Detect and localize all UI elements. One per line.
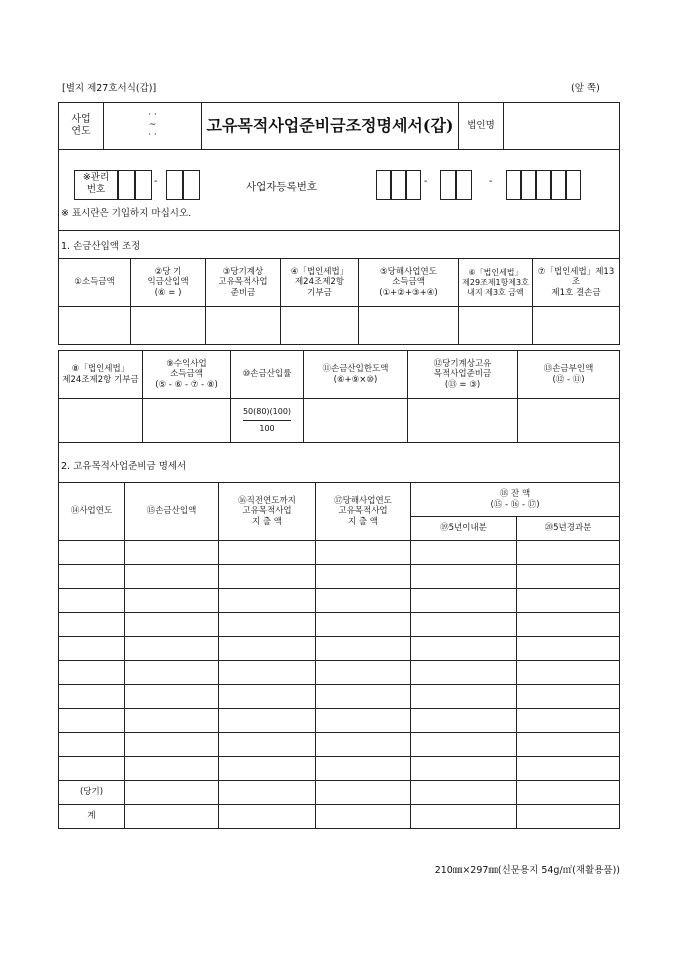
input-cell[interactable] bbox=[125, 733, 219, 757]
input-cell[interactable] bbox=[125, 781, 219, 805]
col-balance: ⑱ 잔 액 (⑮ - ⑯ - ⑰) bbox=[411, 483, 620, 517]
col-within-5years: ⑲5년이내분 bbox=[411, 517, 517, 541]
input-cell[interactable] bbox=[219, 781, 316, 805]
col-deduct-limit: ⑪손금산입한도액 (⑥+⑨×⑩) bbox=[304, 351, 408, 399]
input-cell[interactable] bbox=[517, 685, 620, 709]
input-cell[interactable] bbox=[517, 781, 620, 805]
col-income: ①소득금액 bbox=[59, 259, 131, 307]
input-cell[interactable] bbox=[517, 589, 620, 613]
table-row bbox=[59, 661, 620, 685]
col-current-reserve-b: ⑫당기계상고유 목적사업준비금 (⑬ = ③) bbox=[408, 351, 518, 399]
reg-number-box[interactable] bbox=[551, 170, 566, 200]
input-cell[interactable] bbox=[316, 565, 411, 589]
input-cell[interactable] bbox=[316, 685, 411, 709]
input-cell[interactable] bbox=[411, 589, 517, 613]
input-cell[interactable] bbox=[125, 541, 219, 565]
period-tilde: ~ bbox=[148, 120, 157, 131]
mgmt-number-box[interactable] bbox=[135, 170, 152, 200]
input-cell[interactable] bbox=[411, 565, 517, 589]
input-cell[interactable] bbox=[411, 733, 517, 757]
input-cell[interactable] bbox=[59, 757, 125, 781]
table-row bbox=[59, 757, 620, 781]
paper-spec: 210㎜×297㎜(신문용지 54g/㎡(재활용품)) bbox=[434, 865, 620, 876]
input-cell[interactable] bbox=[125, 709, 219, 733]
input-cell[interactable] bbox=[59, 399, 143, 443]
page-side: (앞 쪽) bbox=[571, 83, 600, 94]
col-current-income-add: ②당 기 익금산입액 (⑥ = ) bbox=[131, 259, 206, 307]
mgmt-number-box[interactable] bbox=[166, 170, 183, 200]
input-cell[interactable] bbox=[219, 589, 316, 613]
input-cell[interactable] bbox=[219, 733, 316, 757]
input-cell[interactable] bbox=[411, 709, 517, 733]
input-cell[interactable] bbox=[359, 307, 459, 345]
input-cell[interactable] bbox=[219, 565, 316, 589]
section1-heading: 1. 손금산입액 조정 bbox=[61, 241, 141, 252]
col-year-income: ⑤당해사업연도 소득금액 (①+②+③+④) bbox=[359, 259, 459, 307]
reg-number-box[interactable] bbox=[376, 170, 391, 200]
input-cell[interactable] bbox=[517, 565, 620, 589]
input-cell[interactable] bbox=[517, 661, 620, 685]
table-row bbox=[59, 565, 620, 589]
form-number: [별지 제27호서식(갑)] bbox=[62, 83, 157, 94]
reg-number-box[interactable] bbox=[456, 170, 472, 200]
input-cell[interactable] bbox=[411, 613, 517, 637]
input-cell[interactable] bbox=[316, 733, 411, 757]
table-row bbox=[59, 733, 620, 757]
input-cell[interactable] bbox=[219, 637, 316, 661]
reg-number-box[interactable] bbox=[406, 170, 421, 200]
input-cell[interactable] bbox=[517, 733, 620, 757]
col-prev-spent: ⑯직전연도까지 고유목적사업 지 출 액 bbox=[219, 483, 316, 541]
input-cell[interactable] bbox=[316, 757, 411, 781]
rate-numerator: 50(80)(100) bbox=[242, 407, 292, 416]
reg-number-box[interactable] bbox=[391, 170, 406, 200]
input-cell[interactable] bbox=[459, 307, 533, 345]
reg-number-box[interactable] bbox=[521, 170, 536, 200]
col-donation-24-2b: ⑧「법인세법」 제24조제2항 기부금 bbox=[59, 351, 143, 399]
mgmt-number-box[interactable] bbox=[118, 170, 135, 200]
input-cell[interactable] bbox=[59, 733, 125, 757]
input-cell[interactable] bbox=[125, 661, 219, 685]
document-title: 고유목적사업준비금조정명세서(갑) bbox=[202, 103, 459, 150]
input-cell[interactable] bbox=[281, 307, 359, 345]
dash: - bbox=[424, 176, 428, 187]
input-cell[interactable] bbox=[411, 661, 517, 685]
input-cell[interactable] bbox=[219, 661, 316, 685]
input-cell[interactable] bbox=[131, 307, 206, 345]
input-cell[interactable] bbox=[316, 661, 411, 685]
rate-fraction bbox=[231, 399, 304, 443]
input-cell[interactable] bbox=[517, 613, 620, 637]
input-cell[interactable] bbox=[125, 637, 219, 661]
reg-number-box[interactable] bbox=[506, 170, 521, 200]
input-cell[interactable] bbox=[143, 399, 231, 443]
input-cell[interactable] bbox=[59, 613, 125, 637]
business-reg-no-label: 사업자등록번호 bbox=[246, 181, 318, 193]
dash: - bbox=[154, 176, 158, 187]
col-disallowed: ⑬손금부인액 (⑫ - ⑪) bbox=[518, 351, 620, 399]
input-cell[interactable] bbox=[517, 637, 620, 661]
total-label: 계 bbox=[59, 805, 125, 829]
col-over-5years: ⑳5년경과분 bbox=[517, 517, 620, 541]
title-row bbox=[58, 102, 620, 150]
table-row bbox=[59, 637, 620, 661]
input-cell[interactable] bbox=[517, 709, 620, 733]
dash: - bbox=[489, 176, 493, 187]
input-cell[interactable] bbox=[59, 709, 125, 733]
input-cell[interactable] bbox=[125, 805, 219, 829]
current-year-row bbox=[59, 781, 620, 805]
input-cell[interactable] bbox=[59, 565, 125, 589]
rate-denominator: 100 bbox=[259, 424, 275, 433]
input-cell[interactable] bbox=[206, 307, 281, 345]
input-cell[interactable] bbox=[219, 709, 316, 733]
input-cell[interactable] bbox=[219, 541, 316, 565]
input-cell[interactable] bbox=[59, 637, 125, 661]
input-cell[interactable] bbox=[125, 565, 219, 589]
col-donation-24-2: ④「법인세법」 제24조제2항 기부금 bbox=[281, 259, 359, 307]
col-deduct-amount: ⑮손금산입액 bbox=[125, 483, 219, 541]
input-cell[interactable] bbox=[518, 399, 620, 443]
col-business-year: ⑭사업연도 bbox=[59, 483, 125, 541]
section2-heading: 2. 고유목적사업준비금 명세서 bbox=[61, 461, 187, 472]
input-cell[interactable] bbox=[316, 709, 411, 733]
input-cell[interactable] bbox=[517, 541, 620, 565]
input-cell[interactable] bbox=[125, 757, 219, 781]
col-deduct-rate: ⑩손금산입률 bbox=[231, 351, 304, 399]
input-cell[interactable] bbox=[411, 637, 517, 661]
mgmt-note: ※ 표시란은 기입하지 마십시오. bbox=[61, 208, 192, 219]
period-end-marks: · · bbox=[148, 129, 157, 140]
input-cell[interactable] bbox=[517, 805, 620, 829]
input-cell[interactable] bbox=[219, 757, 316, 781]
deduction-table-1 bbox=[58, 258, 620, 345]
input-cell[interactable] bbox=[125, 685, 219, 709]
input-cell[interactable] bbox=[411, 781, 517, 805]
current-year-label: (당기) bbox=[59, 781, 125, 805]
input-cell[interactable] bbox=[411, 685, 517, 709]
input-cell[interactable] bbox=[411, 805, 517, 829]
business-year-label: 사업 연도 bbox=[59, 103, 104, 150]
corp-name-field[interactable] bbox=[504, 103, 620, 150]
fraction-bar bbox=[243, 420, 291, 421]
total-row bbox=[59, 805, 620, 829]
input-cell[interactable] bbox=[411, 541, 517, 565]
table-row bbox=[59, 613, 620, 637]
col-profit-income: ⑨수익사업 소득금액 (⑤ - ⑥ - ⑦ - ⑧) bbox=[143, 351, 231, 399]
reg-number-box[interactable] bbox=[440, 170, 456, 200]
input-cell[interactable] bbox=[219, 805, 316, 829]
reg-number-box[interactable] bbox=[536, 170, 551, 200]
input-cell[interactable] bbox=[59, 685, 125, 709]
mgmt-number-label: ※관리 번호 bbox=[74, 170, 118, 200]
input-cell[interactable] bbox=[411, 757, 517, 781]
business-period-field[interactable] bbox=[104, 103, 202, 150]
table-row bbox=[59, 685, 620, 709]
input-cell[interactable] bbox=[316, 613, 411, 637]
period-start-marks: · · bbox=[148, 110, 157, 121]
table-row bbox=[59, 709, 620, 733]
input-cell[interactable] bbox=[316, 781, 411, 805]
col-curr-spent: ⑰당해사업연도 고유목적사업 지 출 액 bbox=[316, 483, 411, 541]
reg-number-box[interactable] bbox=[566, 170, 581, 200]
input-cell[interactable] bbox=[533, 307, 620, 345]
input-cell[interactable] bbox=[316, 637, 411, 661]
input-cell[interactable] bbox=[59, 661, 125, 685]
deduction-table-2 bbox=[58, 350, 620, 443]
input-cell[interactable] bbox=[316, 805, 411, 829]
input-cell[interactable] bbox=[219, 685, 316, 709]
col-art29-amount: ⑥「법인세법」 제29조제1항제3호 내지 제3호 금액 bbox=[459, 259, 533, 307]
input-cell[interactable] bbox=[219, 613, 316, 637]
mgmt-number-box[interactable] bbox=[183, 170, 200, 200]
input-cell[interactable] bbox=[316, 589, 411, 613]
input-cell[interactable] bbox=[59, 307, 131, 345]
corp-name-label: 법인명 bbox=[459, 103, 504, 150]
table-row bbox=[59, 541, 620, 565]
input-cell[interactable] bbox=[408, 399, 518, 443]
table-row bbox=[59, 589, 620, 613]
input-cell[interactable] bbox=[517, 757, 620, 781]
reserve-statement-table bbox=[58, 482, 620, 829]
input-cell[interactable] bbox=[316, 541, 411, 565]
input-cell[interactable] bbox=[304, 399, 408, 443]
input-cell[interactable] bbox=[125, 589, 219, 613]
col-current-reserve: ③당기계상 고유목적사업 준비금 bbox=[206, 259, 281, 307]
section1-heading-row bbox=[58, 230, 620, 258]
col-deficit: ⑦「법인세법」제13조 제1호 결손금 bbox=[533, 259, 620, 307]
input-cell[interactable] bbox=[59, 541, 125, 565]
input-cell[interactable] bbox=[59, 589, 125, 613]
input-cell[interactable] bbox=[125, 613, 219, 637]
